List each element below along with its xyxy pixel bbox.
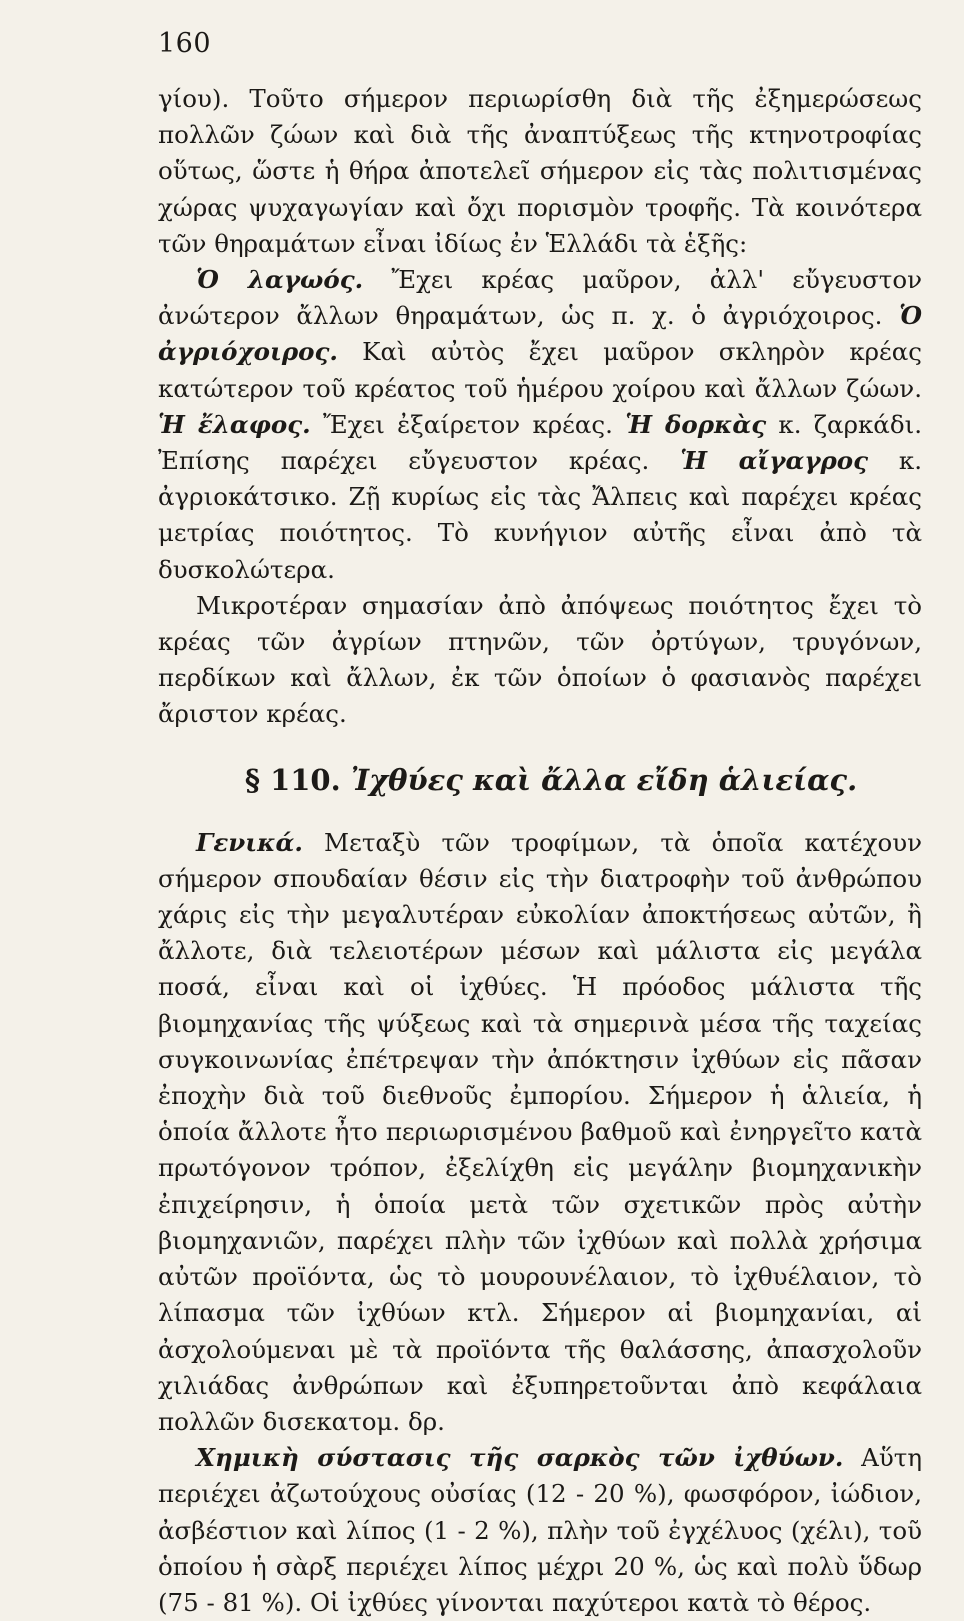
term-general: Γενικά. [196,827,303,857]
term-wild-boar: Ὁ ἀγριόχοιρος. [158,301,922,367]
text-general: Μεταξὺ τῶν τροφίμων, τὰ ὁποῖα κατέχουν σήμερον σπουδαίαν θέσιν εἰς τὴν διατροφὴν τοῦ ἀνθρώπου χάρις εἰς τὴν μεγαλυτέραν εὐκολίαν ἀποκτήσεως αὐτῶν, ἢ ἄλλοτε, διὰ τελειοτέρων μέσων καὶ μάλιστα εἰς μεγάλα ποσά, εἶναι καὶ οἱ ἰχθύες. Ἡ πρόοδος μάλιστα τῆς βιομηχανίας τῆς ψύξεως καὶ τὰ σημερινὰ μέσα τῆς ταχείας συγκοινωνίας ἐπέτρεψαν τὴν ἀπόκτησιν ἰχθύων εἰς πᾶσαν ἐποχὴν διὰ τοῦ διεθνοῦς ἐμπορίου. Σήμερον ἡ ἁλιεία, ἡ ὁποία ἄλλοτε ἦτο περιωρισμένου βαθμοῦ καὶ ἐνηργεῖτο κατὰ πρωτόγονον τρόπον, ἐξελίχθη εἰς μεγάλην βιομηχανικὴν ἐπιχείρησιν, ἡ ὁποία μετὰ τῶν σχετικῶν πρὸς αὐτὴν βιομηχανιῶν, παρέχει πλὴν τῶν ἰχθύων καὶ πολλὰ χρήσιμα αὐτῶν προϊόντα, ὡς τὸ μουρουνέλαιον, τὸ ἰχθυέλαιον, τὸ λίπασμα τῶν ἰχθύων κτλ. Σήμερον αἱ βιομηχανίαι, αἱ ἀσχολούμεναι μὲ τὰ προϊόντα τῆς θαλάσσης, ἀπασχολοῦν χιλιάδας ἀνθρώπων καὶ ἐξυπηρετοῦνται ἀπὸ κεφάλαια πολλῶν δισεκατομ. δρ. [158,827,922,1436]
term-roe-deer: Ἡ δορκὰς [625,409,767,439]
section-number: § 110. [244,762,341,797]
paragraph-hunting-intro: γίου). Τοῦτο σήμερον περιωρίσθη διὰ τῆς ἐξημερώσεως πολλῶν ζώων καὶ διὰ τῆς ἀναπτύξεως τῆς κτηνοτροφίας οὕτως, ὥστε ἡ θήρα ἀποτελεῖ σήμερον εἰς τὰς πολιτισμένας χώρας ψυχαγωγίαν καὶ ὄχι πορισμὸν τροφῆς. Τὰ κοινότερα τῶν θηραμάτων εἶναι ἰδίως ἐν Ἑλλάδι τὰ ἑξῆς: [158,84,922,258]
paragraph-game-animals [158,262,922,588]
text-hare: Ἔχει κρέας μαῦρον, ἀλλ' εὔγευστον ἀνώτερον ἄλλων θηραμάτων, ὡς π. χ. ὁ ἀγριόχοιρος. [158,265,922,331]
term-wild-goat: Ἡ αἴγαγρος [680,446,869,476]
section-title: Ἰχθύες καὶ ἄλλα εἴδη ἁλιείας. [350,762,858,797]
text-roe-deer: κ. ζαρκάδι. Ἐπίσης παρέχει εὔγευστον κρέας. [158,409,922,476]
term-deer: Ἡ ἔλαφος. [158,409,311,439]
text-wild-goat: κ. ἀγριοκάτσικο. Ζῇ κυρίως εἰς τὰς Ἄλπεις καὶ παρέχει κρέας μετρίας ποιότητος. Τὸ κυνήγιον αὐτῆς εἶναι ἀπὸ τὰ δυσκολώτερα. [158,446,922,584]
text-chemical-composition: Αὕτη περιέχει ἀζωτούχους οὐσίας (12 - 20 %), φωσφόρον, ἰώδιον, ἀσβέστιον καὶ λίπος (1 - 2 %), πλὴν τοῦ ἐγχέλυος (χέλι), τοῦ ὁποίου ἡ σὰρξ περιέχει λίπος μέχρι 20 %, ὡς καὶ πολὺ ὕδωρ (75 - 81 %). Οἱ ἰχθύες γίνονται παχύτεροι κατὰ τὸ θέρος. [158,1443,922,1617]
term-hare: Ὁ λαγωός. [196,265,364,295]
text-deer: Ἔχει ἐξαίρετον κρέας. [310,409,626,439]
paragraph-fish-general [158,825,922,1440]
term-chemical-composition: Χημικὴ σύστασις τῆς σαρκὸς τῶν ἰχθύων. [196,1443,844,1473]
page-number: 160 [158,28,212,59]
paragraph-fish-composition [158,1440,922,1621]
section-heading [158,763,922,797]
paragraph-wild-birds: Μικροτέραν σημασίαν ἀπὸ ἀπόψεως ποιότητος ἔχει τὸ κρέας τῶν ἀγρίων πτηνῶν, τῶν ὀρτύγων, τρυγόνων, περδίκων καὶ ἄλλων, ἐκ τῶν ὁποίων ὁ φασιανὸς παρέχει ἄριστον κρέας. [158,590,922,729]
text-wild-boar: Καὶ αὐτὸς ἔχει μαῦρον σκληρὸν κρέας κατώτερον τοῦ κρέατος τοῦ ἡμέρου χοίρου καὶ ἄλλων ζώων. [158,337,922,403]
